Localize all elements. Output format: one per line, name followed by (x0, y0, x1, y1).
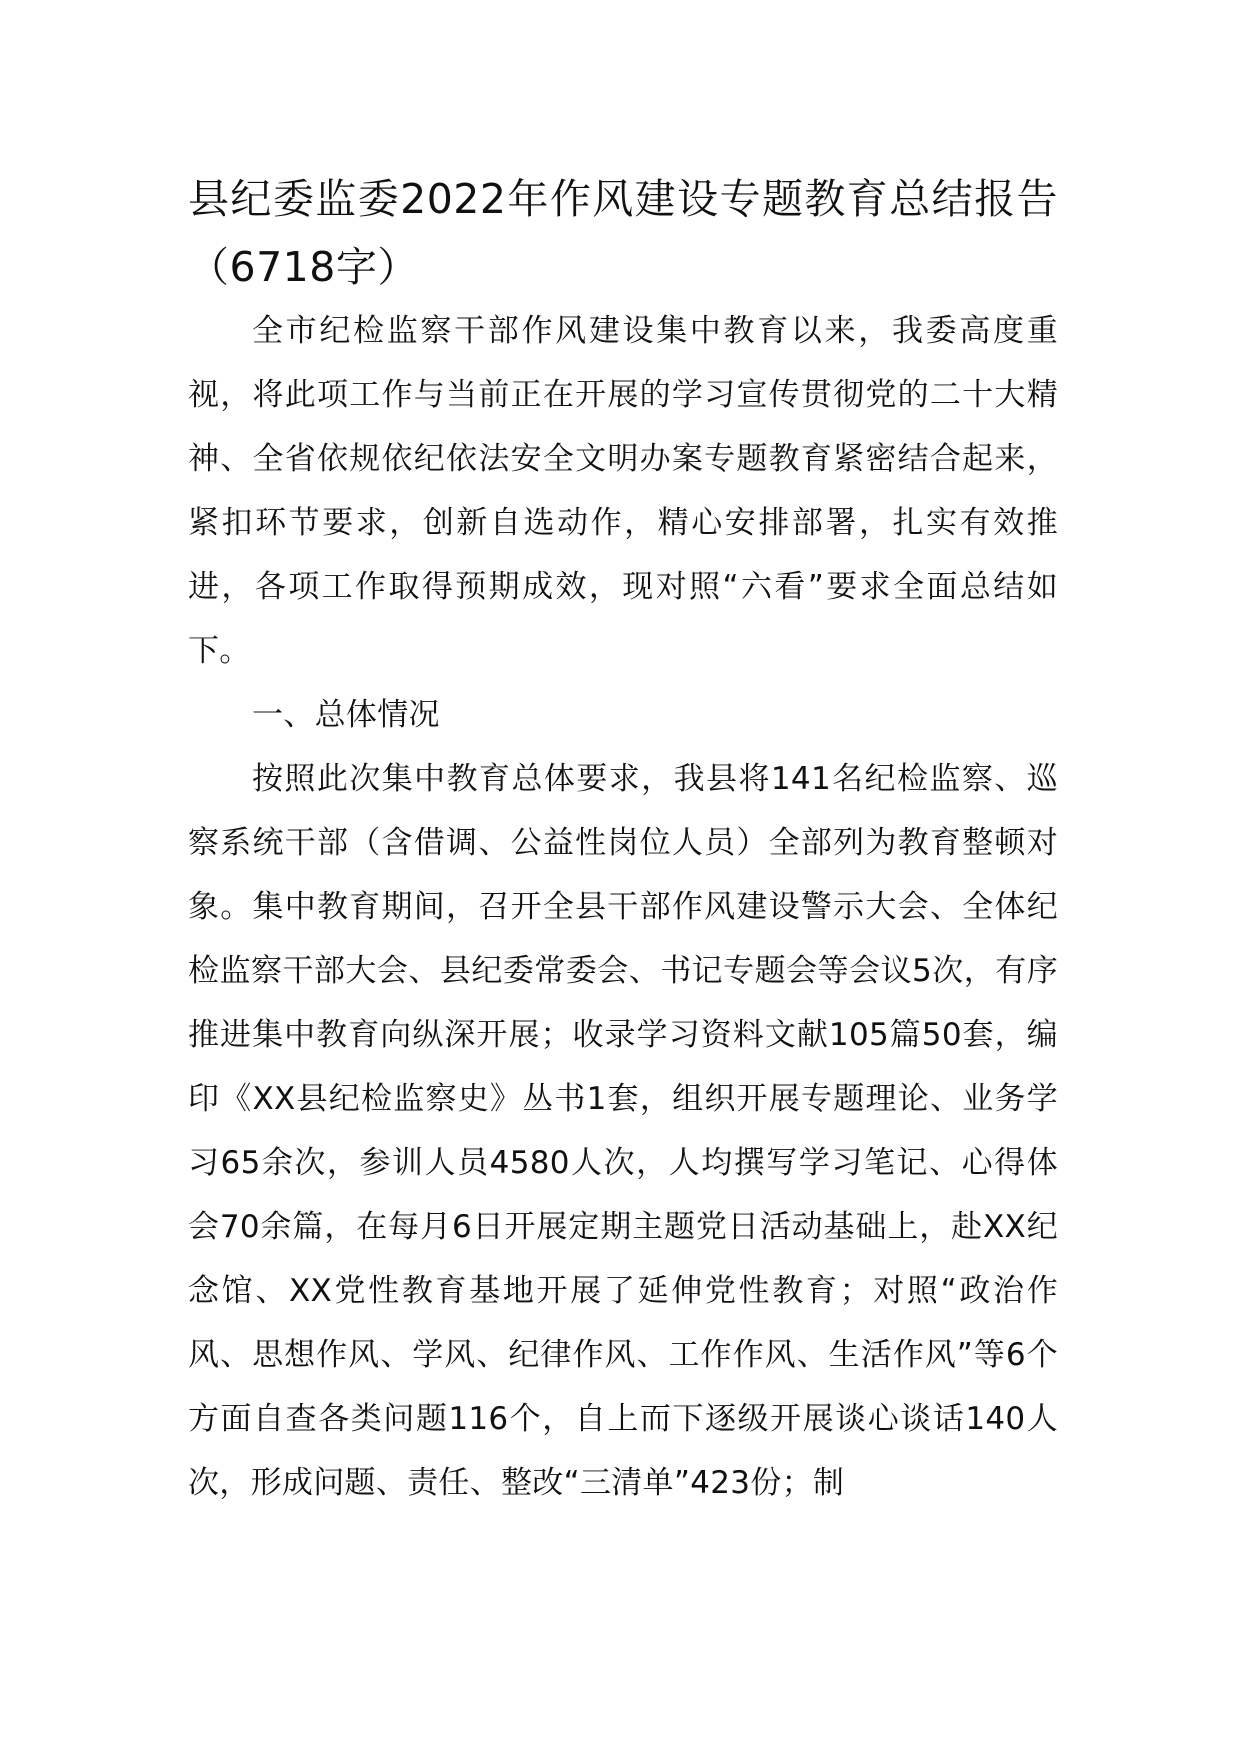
document-page (188, 165, 1058, 1515)
section-body-overall: 按照此次集中教育总体要求，我县将141名纪检监察、巡察系统干部（含借调、公益性岗位人员）全部列为教育整顿对象。集中教育期间，召开全县干部作风建设警示大会、全体纪检监察干部大会、县纪委常委会、书记专题会等会议5次，有序推进集中教育向纵深开展；收录学习资料文献105篇50套，编印《XX县纪检监察史》丛书1套，组织开展专题理论、业务学习65余次，参训人员4580人次，人均撰写学习笔记、心得体会70余篇，在每月6日开展定期主题党日活动基础上，赴XX纪念馆、XX党性教育基地开展了延伸党性教育；对照“政治作风、思想作风、学风、纪律作风、工作作风、生活作风”等6个方面自查各类问题116个，自上而下逐级开展谈心谈话140人次，形成问题、责任、整改“三清单”423份；制 (188, 761, 1058, 1501)
section-heading-overall: 一、总体情况 (252, 697, 440, 733)
document-title: 县纪委监委2022年作风建设专题教育总结报告（6718字） (188, 175, 1058, 291)
intro-paragraph: 全市纪检监察干部作风建设集中教育以来，我委高度重视，将此项工作与当前正在开展的学习宣传贯彻党的二十大精神、全省依规依纪依法安全文明办案专题教育紧密结合起来，紧扣环节要求，创新自选动作，精心安排部署，扎实有效推进，各项工作取得预期成效，现对照“六看”要求全面总结如下。 (188, 313, 1058, 669)
